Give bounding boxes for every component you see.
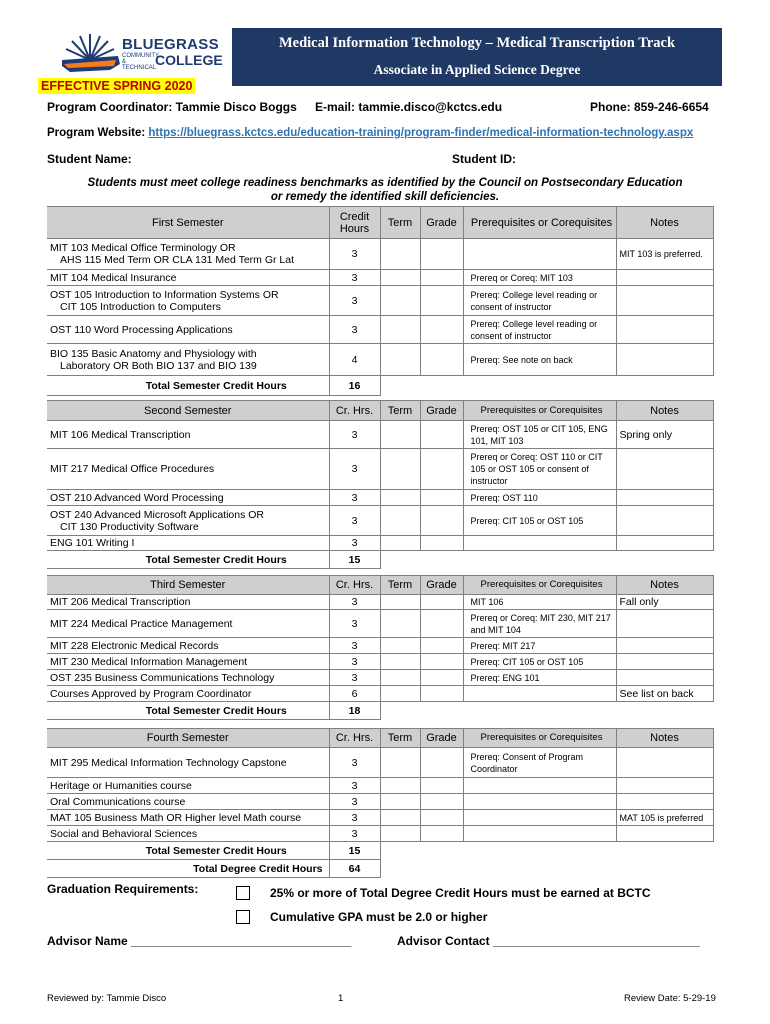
table-row bbox=[47, 670, 713, 686]
course-name-alt: CIT 105 Introduction to Computers bbox=[60, 300, 221, 313]
table-row bbox=[47, 794, 713, 810]
notes bbox=[616, 270, 713, 286]
table-row bbox=[47, 344, 713, 376]
grade-cell[interactable] bbox=[420, 638, 463, 654]
table-row bbox=[47, 748, 713, 778]
notes bbox=[616, 490, 713, 506]
course-name: OST 110 Word Processing Applications bbox=[47, 316, 329, 344]
table-row bbox=[47, 610, 713, 638]
sem1-header-grade: Grade bbox=[420, 207, 463, 239]
table-row bbox=[47, 270, 713, 286]
notes bbox=[616, 778, 713, 794]
coordinator-phone: Phone: 859-246-6654 bbox=[590, 100, 709, 114]
credit-hours: 3 bbox=[329, 778, 380, 794]
notes bbox=[616, 286, 713, 316]
student-name-label: Student Name: bbox=[47, 152, 132, 166]
degree-total-row bbox=[47, 860, 713, 878]
credit-hours: 3 bbox=[329, 270, 380, 286]
grade-cell[interactable] bbox=[420, 654, 463, 670]
requirement-2-checkbox[interactable] bbox=[236, 910, 250, 924]
term-cell[interactable] bbox=[380, 748, 420, 778]
reviewed-by: Reviewed by: Tammie Disco bbox=[47, 993, 167, 1004]
advisor-contact-field[interactable]: Advisor Contact _______________________________ bbox=[397, 934, 700, 948]
course-name: Social and Behavioral Sciences bbox=[47, 826, 329, 842]
course-name: OST 240 Advanced Microsoft Applications OR bbox=[50, 508, 264, 521]
term-cell[interactable] bbox=[380, 344, 420, 376]
table-row bbox=[47, 810, 713, 826]
notes: MAT 105 is preferred bbox=[616, 810, 713, 826]
total-label: Total Semester Credit Hours bbox=[47, 551, 329, 569]
total-credit-hours: 18 bbox=[329, 702, 380, 720]
credit-hours: 6 bbox=[329, 686, 380, 702]
grade-cell[interactable] bbox=[420, 826, 463, 842]
notes bbox=[616, 670, 713, 686]
credit-hours: 3 bbox=[329, 826, 380, 842]
grade-cell[interactable] bbox=[420, 316, 463, 344]
requirement-1-text: 25% or more of Total Degree Credit Hours must be earned at BCTC bbox=[270, 886, 651, 900]
notes bbox=[616, 794, 713, 810]
sem4-header-grade: Grade bbox=[420, 729, 463, 748]
fourth-semester-table bbox=[47, 728, 714, 878]
table-row bbox=[47, 638, 713, 654]
prereq bbox=[463, 794, 616, 810]
notes: See list on back bbox=[616, 686, 713, 702]
prereq: Prereq or Coreq: OST 110 or CIT 105 or OST 105 or consent of instructor bbox=[463, 449, 616, 490]
credit-hours: 4 bbox=[329, 344, 380, 376]
total-row bbox=[47, 842, 713, 860]
notes bbox=[616, 826, 713, 842]
term-cell[interactable] bbox=[380, 670, 420, 686]
table-row bbox=[47, 449, 713, 490]
course-name-alt: Laboratory OR Both BIO 137 and BIO 139 bbox=[60, 359, 257, 372]
sem3-header-credit: Cr. Hrs. bbox=[329, 576, 380, 595]
grade-cell[interactable] bbox=[420, 748, 463, 778]
credit-hours: 3 bbox=[329, 449, 380, 490]
prereq: Prereq: Consent of Program Coordinator bbox=[463, 748, 616, 778]
prereq: Prereq: ENG 101 bbox=[463, 670, 616, 686]
sem2-header-course: Second Semester bbox=[47, 401, 329, 421]
course-name: MIT 104 Medical Insurance bbox=[47, 270, 329, 286]
course-name: MIT 295 Medical Information Technology Capstone bbox=[47, 748, 329, 778]
prereq bbox=[463, 536, 616, 551]
credit-hours: 3 bbox=[329, 654, 380, 670]
notes bbox=[616, 344, 713, 376]
sem1-header-term: Term bbox=[380, 207, 420, 239]
prereq: Prereq: College level reading or consent of instructor bbox=[463, 316, 616, 344]
notes bbox=[616, 449, 713, 490]
term-cell[interactable] bbox=[380, 610, 420, 638]
page-number: 1 bbox=[338, 993, 344, 1004]
program-coordinator: Program Coordinator: Tammie Disco Boggs bbox=[47, 100, 297, 114]
grade-cell[interactable] bbox=[420, 421, 463, 449]
sem1-header-prereq: Prerequisites or Corequisites bbox=[463, 207, 616, 239]
credit-hours: 3 bbox=[329, 286, 380, 316]
credit-hours: 3 bbox=[329, 794, 380, 810]
sem3-header-prereq: Prerequisites or Corequisites bbox=[463, 576, 616, 595]
grade-cell[interactable] bbox=[420, 239, 463, 270]
college-logo bbox=[60, 30, 230, 80]
notes bbox=[616, 654, 713, 670]
term-cell[interactable] bbox=[380, 270, 420, 286]
sem2-header-prereq: Prerequisites or Corequisites bbox=[463, 401, 616, 421]
sem4-header-term: Term bbox=[380, 729, 420, 748]
program-website bbox=[47, 127, 693, 139]
notes: Fall only bbox=[616, 595, 713, 610]
term-cell[interactable] bbox=[380, 810, 420, 826]
kentucky-sun-logo-icon bbox=[60, 30, 122, 80]
grade-cell[interactable] bbox=[420, 286, 463, 316]
grade-cell[interactable] bbox=[420, 610, 463, 638]
prereq bbox=[463, 810, 616, 826]
course-name: Oral Communications course bbox=[47, 794, 329, 810]
grade-cell[interactable] bbox=[420, 794, 463, 810]
term-cell[interactable] bbox=[380, 595, 420, 610]
total-label: Total Semester Credit Hours bbox=[47, 702, 329, 720]
prereq bbox=[463, 778, 616, 794]
prereq: MIT 106 bbox=[463, 595, 616, 610]
prereq: Prereq: OST 105 or CIT 105, ENG 101, MIT 103 bbox=[463, 421, 616, 449]
page-subtitle: Associate in Applied Science Degree bbox=[373, 62, 581, 77]
grade-cell[interactable] bbox=[420, 270, 463, 286]
notes bbox=[616, 748, 713, 778]
total-row bbox=[47, 376, 713, 396]
term-cell[interactable] bbox=[380, 421, 420, 449]
table-row bbox=[47, 506, 713, 536]
credit-hours: 3 bbox=[329, 506, 380, 536]
term-cell[interactable] bbox=[380, 449, 420, 490]
table-row bbox=[47, 778, 713, 794]
prereq: Prereq or Coreq: MIT 103 bbox=[463, 270, 616, 286]
grade-cell[interactable] bbox=[420, 686, 463, 702]
sem2-header-credit: Cr. Hrs. bbox=[329, 401, 380, 421]
course-name: MIT 224 Medical Practice Management bbox=[47, 610, 329, 638]
sem3-header-grade: Grade bbox=[420, 576, 463, 595]
grade-cell[interactable] bbox=[420, 344, 463, 376]
benchmarks-line2: or remedy the identified skill deficiencies. bbox=[270, 191, 500, 203]
notes: MIT 103 is preferred. bbox=[616, 239, 713, 270]
sem4-header-credit: Cr. Hrs. bbox=[329, 729, 380, 748]
graduation-requirements-label: Graduation Requirements: bbox=[47, 882, 199, 896]
page-title: Medical Information Technology – Medical Transcription Track bbox=[278, 35, 676, 51]
course-name-alt: CIT 130 Productivity Software bbox=[60, 520, 199, 533]
term-cell[interactable] bbox=[380, 638, 420, 654]
logo-name: BLUEGRASS bbox=[122, 36, 219, 53]
effective-date-badge: EFFECTIVE SPRING 2020 bbox=[38, 78, 195, 94]
course-name: MIT 230 Medical Information Management bbox=[47, 654, 329, 670]
sem4-header-course: Fourth Semester bbox=[47, 729, 329, 748]
total-row bbox=[47, 702, 713, 720]
prereq: Prereq: OST 110 bbox=[463, 490, 616, 506]
notes bbox=[616, 316, 713, 344]
table-row bbox=[47, 239, 713, 270]
review-date: Review Date: 5-29-19 bbox=[624, 993, 716, 1004]
sem2-header-notes: Notes bbox=[616, 401, 713, 421]
course-name: OST 210 Advanced Word Processing bbox=[47, 490, 329, 506]
prereq bbox=[463, 239, 616, 270]
table-row bbox=[47, 686, 713, 702]
sem1-header-notes: Notes bbox=[616, 207, 713, 239]
total-label: Total Semester Credit Hours bbox=[47, 842, 329, 860]
sem3-header-term: Term bbox=[380, 576, 420, 595]
term-cell[interactable] bbox=[380, 239, 420, 270]
course-name-alt: AHS 115 Med Term OR CLA 131 Med Term Gr Lat bbox=[60, 254, 295, 266]
requirement-2-text: Cumulative GPA must be 2.0 or higher bbox=[270, 910, 488, 924]
credit-hours: 3 bbox=[329, 536, 380, 551]
course-name: BIO 135 Basic Anatomy and Physiology with bbox=[50, 347, 257, 360]
notes bbox=[616, 536, 713, 551]
sem3-header-course: Third Semester bbox=[47, 576, 329, 595]
total-credit-hours: 16 bbox=[329, 376, 380, 396]
total-row bbox=[47, 551, 713, 569]
credit-hours: 3 bbox=[329, 748, 380, 778]
sem3-header-notes: Notes bbox=[616, 576, 713, 595]
prereq: Prereq: CIT 105 or OST 105 bbox=[463, 506, 616, 536]
sem2-header-term: Term bbox=[380, 401, 420, 421]
term-cell[interactable] bbox=[380, 536, 420, 551]
grade-cell[interactable] bbox=[420, 595, 463, 610]
table-row bbox=[47, 826, 713, 842]
term-cell[interactable] bbox=[380, 286, 420, 316]
term-cell[interactable] bbox=[380, 654, 420, 670]
title-banner bbox=[232, 28, 722, 86]
credit-hours: 3 bbox=[329, 421, 380, 449]
grade-cell[interactable] bbox=[420, 810, 463, 826]
prereq bbox=[463, 826, 616, 842]
term-cell[interactable] bbox=[380, 686, 420, 702]
requirement-1-checkbox[interactable] bbox=[236, 886, 250, 900]
course-name: MIT 217 Medical Office Procedures bbox=[47, 449, 329, 490]
term-cell[interactable] bbox=[380, 490, 420, 506]
table-row bbox=[47, 316, 713, 344]
course-name: MIT 106 Medical Transcription bbox=[47, 421, 329, 449]
benchmarks-line1: Students must meet college readiness benchmarks as identified by the Council on Postsecondary Education bbox=[87, 177, 683, 189]
course-name: OST 235 Business Communications Technology bbox=[47, 670, 329, 686]
notes bbox=[616, 638, 713, 654]
sem4-header-notes: Notes bbox=[616, 729, 713, 748]
credit-hours: 3 bbox=[329, 490, 380, 506]
coordinator-email: E-mail: tammie.disco@kctcs.edu bbox=[315, 100, 503, 114]
credit-hours: 3 bbox=[329, 239, 380, 270]
second-semester-table bbox=[47, 400, 714, 569]
credit-hours: 3 bbox=[329, 810, 380, 826]
degree-total-credit-hours: 64 bbox=[329, 860, 380, 878]
logo-college: COLLEGE bbox=[155, 52, 223, 68]
table-row bbox=[47, 595, 713, 610]
total-label: Total Semester Credit Hours bbox=[47, 376, 329, 396]
grade-cell[interactable] bbox=[420, 506, 463, 536]
table-row bbox=[47, 490, 713, 506]
total-credit-hours: 15 bbox=[329, 842, 380, 860]
course-name: OST 105 Introduction to Information Systems OR bbox=[50, 288, 279, 301]
course-name: MIT 206 Medical Transcription bbox=[47, 595, 329, 610]
table-row bbox=[47, 286, 713, 316]
advisor-name-field[interactable]: Advisor Name _________________________________ bbox=[47, 934, 352, 948]
term-cell[interactable] bbox=[380, 316, 420, 344]
prereq: Prereq: See note on back bbox=[463, 344, 616, 376]
prereq: Prereq: CIT 105 or OST 105 bbox=[463, 654, 616, 670]
grade-cell[interactable] bbox=[420, 670, 463, 686]
credit-hours: 3 bbox=[329, 610, 380, 638]
credit-hours: 3 bbox=[329, 316, 380, 344]
table-row bbox=[47, 654, 713, 670]
notes bbox=[616, 610, 713, 638]
course-name: MAT 105 Business Math OR Higher level Math course bbox=[47, 810, 329, 826]
term-cell[interactable] bbox=[380, 794, 420, 810]
first-semester-table bbox=[47, 206, 714, 396]
table-row bbox=[47, 421, 713, 449]
prereq: Prereq: MIT 217 bbox=[463, 638, 616, 654]
sem4-header-prereq: Prerequisites or Corequisites bbox=[463, 729, 616, 748]
grade-cell[interactable] bbox=[420, 778, 463, 794]
sem2-header-grade: Grade bbox=[420, 401, 463, 421]
course-name: Courses Approved by Program Coordinator bbox=[47, 686, 329, 702]
notes: Spring only bbox=[616, 421, 713, 449]
table-row bbox=[47, 536, 713, 551]
credit-hours: 3 bbox=[329, 638, 380, 654]
term-cell[interactable] bbox=[380, 778, 420, 794]
third-semester-table bbox=[47, 575, 714, 720]
grade-cell[interactable] bbox=[420, 490, 463, 506]
course-name: MIT 228 Electronic Medical Records bbox=[47, 638, 329, 654]
program-website-link[interactable]: https://bluegrass.kctcs.edu/education-training/program-finder/medical-information-technology.aspx bbox=[148, 127, 694, 139]
sem1-header-course: First Semester bbox=[47, 207, 329, 239]
course-name: Heritage or Humanities course bbox=[47, 778, 329, 794]
grade-cell[interactable] bbox=[420, 536, 463, 551]
degree-total-label: Total Degree Credit Hours bbox=[47, 860, 329, 878]
grade-cell[interactable] bbox=[420, 449, 463, 490]
benchmarks-note bbox=[40, 176, 730, 204]
prereq bbox=[463, 686, 616, 702]
term-cell[interactable] bbox=[380, 506, 420, 536]
prereq: Prereq: College level reading or consent of instructor bbox=[463, 286, 616, 316]
prereq: Prereq or Coreq: MIT 230, MIT 217 and MIT 104 bbox=[463, 610, 616, 638]
term-cell[interactable] bbox=[380, 826, 420, 842]
credit-hours: 3 bbox=[329, 595, 380, 610]
program-website-label: Program Website: bbox=[47, 127, 149, 139]
course-name: MIT 103 Medical Office Terminology OR bbox=[50, 242, 236, 254]
credit-hours: 3 bbox=[329, 670, 380, 686]
logo-subtitle: COMMUNITY & TECHNICAL bbox=[122, 53, 159, 71]
course-name: ENG 101 Writing I bbox=[47, 536, 329, 551]
total-credit-hours: 15 bbox=[329, 551, 380, 569]
notes bbox=[616, 506, 713, 536]
sem1-header-credit: Credit Hours bbox=[329, 207, 380, 239]
student-id-label: Student ID: bbox=[452, 152, 516, 166]
